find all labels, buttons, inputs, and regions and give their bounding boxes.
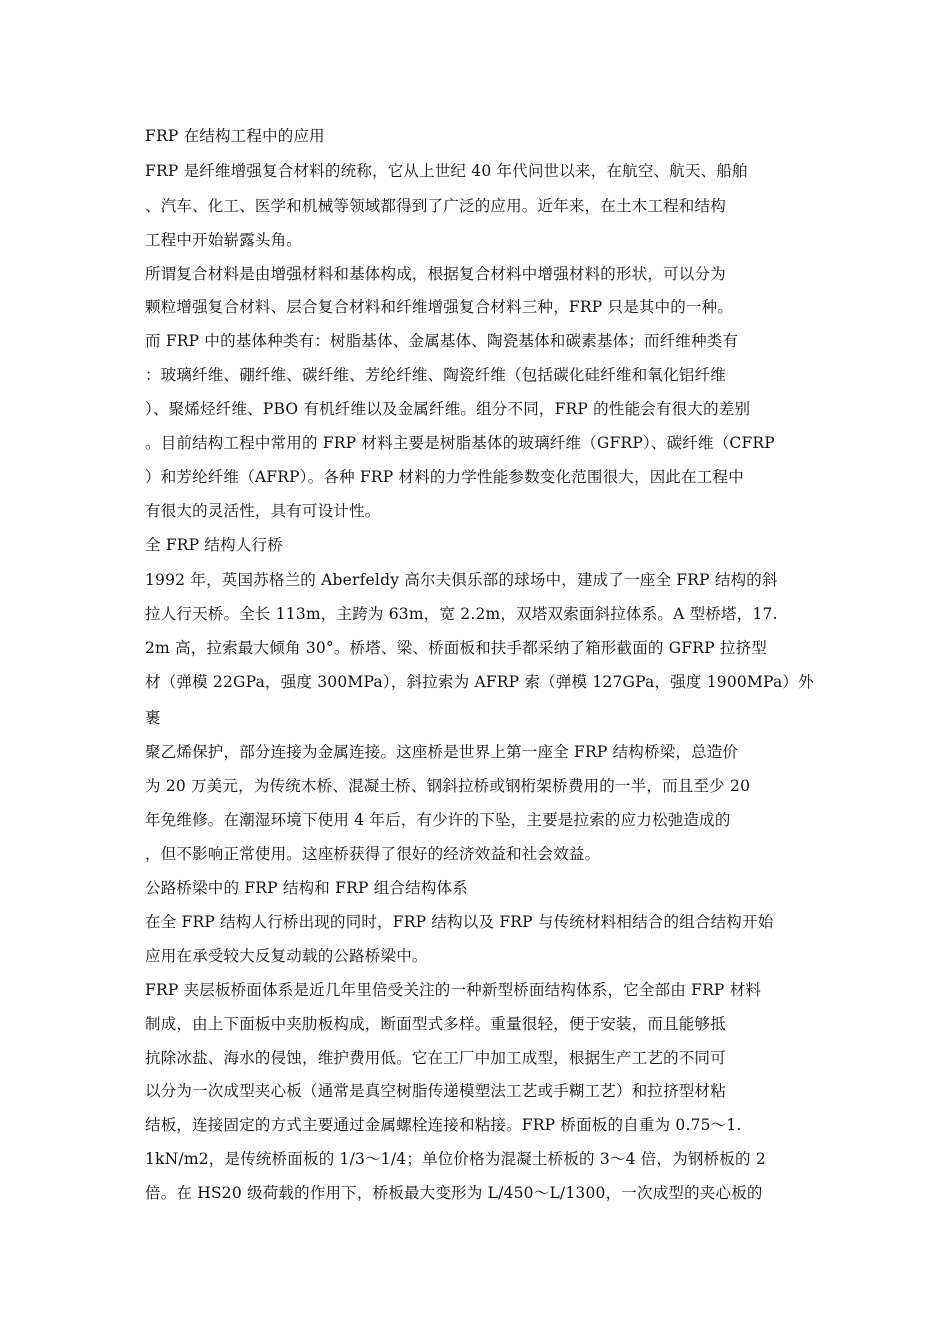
- paragraph-line: 结板，连接固定的方式主要通过金属螺栓连接和粘接。FRP 桥面板的自重为 0.75～1.: [145, 1116, 742, 1134]
- paragraph-line: 而 FRP 中的基体种类有：树脂基体、金属基体、陶瓷基体和碳素基体；而纤维种类有: [145, 332, 739, 350]
- heading-frp-applications: FRP 在结构工程中的应用: [145, 127, 325, 145]
- paragraph-line: 有很大的灵活性，具有可设计性。: [145, 502, 381, 520]
- paragraph-line: 。目前结构工程中常用的 FRP 材料主要是树脂基体的玻璃纤维（GFRP）、碳纤维（CFRP: [145, 434, 775, 452]
- paragraph-line: 材（弹模 22GPa，强度 300MPa），斜拉索为 AFRP 索（弹模 127GPa，强度 1900MPa）外: [145, 673, 814, 691]
- paragraph-line: 2m 高，拉索最大倾角 30°。桥塔、梁、桥面板和扶手都采纳了箱形截面的 GFRP 拉挤型: [145, 639, 767, 657]
- paragraph-line: 应用在承受较大反复动载的公路桥梁中。: [145, 947, 428, 965]
- paragraph-line: 在全 FRP 结构人行桥出现的同时，FRP 结构以及 FRP 与传统材料相结合的组合结构开始: [145, 913, 774, 931]
- paragraph-line: 1kN/m2，是传统桥面板的 1/3～1/4；单位价格为混凝土桥板的 3～4 倍，为钢桥板的 2: [145, 1150, 766, 1168]
- paragraph-line: ：玻璃纤维、硼纤维、碳纤维、芳纶纤维、陶瓷纤维（包括碳化硅纤维和氧化铝纤维: [145, 366, 726, 384]
- paragraph-line: 抗除冰盐、海水的侵蚀，维护费用低。它在工厂中加工成型，根据生产工艺的不同可: [145, 1049, 726, 1067]
- paragraph-line: FRP 夹层板桥面体系是近几年里倍受关注的一种新型桥面结构体系，它全部由 FRP 材料: [145, 981, 762, 999]
- paragraph-line: 为 20 万美元，为传统木桥、混凝土桥、钢斜拉桥或钢桁架桥费用的一半，而且至少 20: [145, 777, 751, 795]
- heading-highway-bridges: 公路桥梁中的 FRP 结构和 FRP 组合结构体系: [145, 879, 468, 897]
- paragraph-line: 倍。在 HS20 级荷载的作用下，桥板最大变形为 L/450～L/1300，一次成型的夹心板的: [145, 1184, 763, 1202]
- paragraph-line: 聚乙烯保护，部分连接为金属连接。这座桥是世界上第一座全 FRP 结构桥梁，总造价: [145, 743, 739, 761]
- paragraph-line: ，但不影响正常使用。这座桥获得了很好的经济效益和社会效益。: [145, 845, 601, 863]
- paragraph-line: 、汽车、化工、医学和机械等领域都得到了广泛的应用。近年来，在土木工程和结构: [145, 197, 726, 215]
- paragraph-line: 制成，由上下面板中夹肋板构成，断面型式多样。重量很轻，便于安装，而且能够抵: [145, 1015, 726, 1033]
- paragraph-line: ）和芳纶纤维（AFRP）。各种 FRP 材料的力学性能参数变化范围很大，因此在工程中: [145, 468, 744, 486]
- paragraph-line: FRP 是纤维增强复合材料的统称，它从上世纪 40 年代问世以来，在航空、航天、船舶: [145, 162, 748, 180]
- paragraph-line: ）、聚烯烃纤维、PBO 有机纤维以及金属纤维。组分不同，FRP 的性能会有很大的差别: [145, 400, 751, 418]
- paragraph-line: 1992 年，英国苏格兰的 Aberfeldy 高尔夫俱乐部的球场中，建成了一座全 FRP 结构的斜: [145, 571, 778, 589]
- paragraph-line: 所谓复合材料是由增强材料和基体构成，根据复合材料中增强材料的形状，可以分为: [145, 265, 726, 283]
- paragraph-line: 工程中开始崭露头角。: [145, 231, 303, 249]
- paragraph-line: 以分为一次成型夹心板（通常是真空树脂传递模塑法工艺或手糊工艺）和拉挤型材粘: [145, 1082, 726, 1100]
- paragraph-line: 年免维修。在潮湿环境下使用 4 年后，有少许的下坠，主要是拉索的应力松弛造成的: [145, 811, 731, 829]
- paragraph-line: 颗粒增强复合材料、层合复合材料和纤维增强复合材料三种，FRP 只是其中的一种。: [145, 298, 734, 316]
- paragraph-line: 拉人行天桥。全长 113m，主跨为 63m，宽 2.2m，双塔双索面斜拉体系。A 型桥塔，17.: [145, 605, 778, 623]
- paragraph-line: 裹: [145, 709, 161, 727]
- heading-frp-footbridge: 全 FRP 结构人行桥: [145, 536, 283, 554]
